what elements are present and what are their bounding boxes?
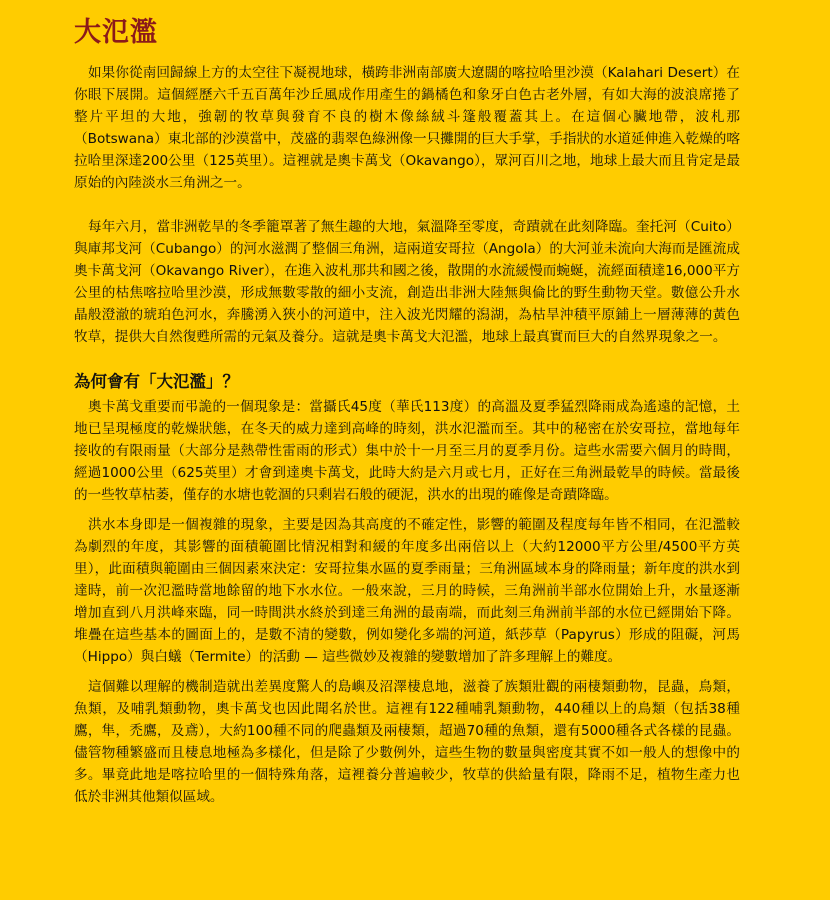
page-title: 大氾濫 (74, 17, 158, 48)
section-paragraph-2: 洪水本身即是一個複雜的現象，主要是因為其高度的不確定性，影響的範圍及程度每年皆不相同，在氾濫較為劇烈的年度，其影響的面積範圍比情況相對和緩的年度多出兩倍以上（大約12000平方公里/4500平方英里），此面積與範圍由三個因素來決定：安哥拉集水區的夏季雨量；三角洲區域本身的降雨量；新年度的洪水到達時，前一次氾濫時當地餘留的地下水水位。一般來說，三月的時候，三角洲前半部水位開始上升，水量逐漸增加直到八月洪峰來臨，同一時間洪水終於到達三角洲的最南端，而此刻三角洲前半部的水位已經開始下降。堆疊在這些基本的圖面上的，是數不清的變數，例如變化多端的河道，紙莎草（Papyrus）形成的阻礙，河馬（Hippo）與白蟻（Termite）的活動 — 這些微妙及複雜的變數增加了許多理解上的難度。 (74, 517, 740, 665)
intro-paragraph-2: 每年六月，當非洲乾旱的冬季籠罩著了無生趣的大地，氣溫降至零度，奇蹟就在此刻降臨。奎托河（Cuito）與庫邦戈河（Cubango）的河水滋潤了整個三角洲，這兩道安哥拉（Angola）的大河並未流向大海而是匯流成奧卡萬戈河（Okavango River），在進入波札那共和國之後，散開的水流緩慢而蜿蜒，流經面積達16,000平方公里的枯焦喀拉哈里沙漠，形成無數零散的細小支流，創造出非洲大陸無與倫比的野生動物天堂。數億公升水晶般澄澈的琥珀色河水，奔騰湧入狹小的河道中，注入波光閃耀的潟湖，為枯旱沖積平原鋪上一層薄薄的黃色牧草，提供大自然復甦所需的元氣及養分。這就是奧卡萬戈大氾濫，地球上最真實而巨大的自然界現象之一。 (74, 219, 740, 345)
section-paragraph-1: 奧卡萬戈重要而弔詭的一個現象是：當攝氏45度（華氏113度）的高溫及夏季猛烈降雨成為遙遠的記憶，土地已呈現極度的乾燥狀態，在冬天的威力達到高峰的時刻，洪水氾濫而至。其中的秘密在於安哥拉，當地每年接收的有限雨量（大部分是熱帶性雷雨的形式）集中於十一月至三月的夏季月份。這些水需要六個月的時間，經過1000公里（625英里）才會到達奧卡萬戈，此時大約是六月或七月，正好在三角洲最乾旱的時候。當最後的一些牧草枯萎，僅存的水塘也乾涸的只剩岩石般的硬泥，洪水的出現的確像是奇蹟降臨。 (74, 399, 740, 503)
section-heading: 為何會有「大氾濫」？ (74, 372, 239, 391)
paragraph-gap (74, 194, 740, 216)
intro-paragraph-1: 如果你從南回歸線上方的太空往下凝視地球，橫跨非洲南部廣大遼闊的喀拉哈里沙漠（Kalahari Desert）在你眼下展開。這個經歷六千五百萬年沙丘風成作用產生的鍋橘色和象牙白色古老外層，有如大海的波浪席捲了整片平坦的大地，強韌的牧草與發育不良的樹木像絲絨斗篷般覆蓋其上。在這個心臟地帶，波札那（Botswana）東北部的沙漠當中，茂盛的翡翠色綠洲像一只攤開的巨大手掌，手指狀的水道延伸進入乾燥的喀拉哈里深達200公里（125英里）。這裡就是奧卡萬戈（Okavango），眾河百川之地，地球上最大而且肯定是最原始的內陸淡水三角洲之一。 (74, 65, 740, 191)
section-paragraph-3: 這個難以理解的機制造就出差異度驚人的島嶼及沼澤棲息地，滋養了族類壯觀的兩棲類動物，昆蟲，鳥類，魚類，及哺乳類動物，奧卡萬戈也因此聞名於世。這裡有122種哺乳類動物，440種以上的鳥類（包括38種鷹，隼，禿鷹，及鳶），大約100種不同的爬蟲類及兩棲類，超過70種的魚類，還有5000種各式各樣的昆蟲。儘管物種繁盛而且棲息地極為多樣化，但是除了少數例外，這些生物的數量與密度其實不如一般人的想像中的多。畢竟此地是喀拉哈里的一個特殊角落，這裡養分普遍較少，牧草的供給量有限，降雨不足，植物生產力也低於非洲其他類似區域。 (74, 679, 740, 805)
article (74, 14, 740, 808)
